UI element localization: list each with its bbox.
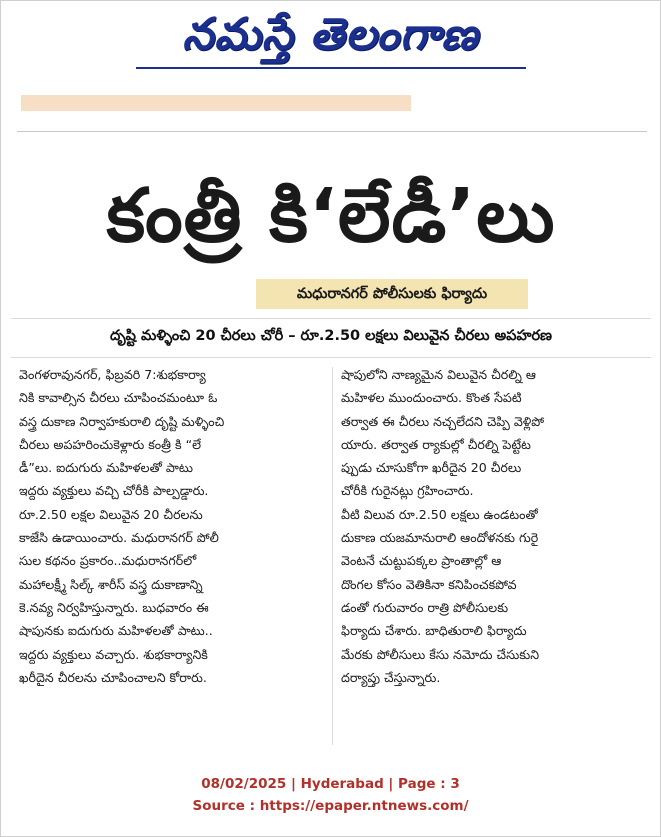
article-text-line: వెంగళరావునగర్, ఫిబ్రవరి 7:శుభకార్యా [19,367,206,382]
article-text-line: ఫిర్యాదు చేశారు. బాధితురాలి ఫిర్యాదు [341,623,527,639]
divider [11,357,651,358]
clipping-date-page: 08/02/2025 | Hyderabad | Page : 3 [201,776,460,792]
article-text-line: దొంగల కోసం వెతికినా కనిపించకపోవ [341,576,517,592]
article-text-line: డీ”లు. ఐదుగురు మహిళలతో పాటు [19,460,193,476]
article-text-line: చీరలు అపహరించుకెళ్లారు కంత్రీ కి “లే [19,436,202,452]
divider [11,318,651,319]
article-text-line: యారు. తర్వాత ర్యాకుల్లో చీరల్ని పెట్టేట [341,436,531,452]
article-text-line: వెంటనే చుట్టుపక్కల ప్రాంతాల్లో ఆ [341,553,502,569]
column-divider [332,367,333,745]
article-text-line: ఇద్దరు వ్యక్తులు వచ్చారు. శుభకార్యానికి [19,646,208,662]
article-text-line: షాపునకు ఐదుగురు మహిళలతో పాటు.. [19,623,213,639]
article-text-line: మేరకు పోలీసులు కేసు నమోదు చేసుకుని [341,646,540,662]
cropped-banner-strip [21,95,411,111]
logo-underline [136,67,526,69]
masthead [1,1,660,81]
article-text-line: ప్పుడు చూసుకోగా ఖరీదైన 20 చీరలు [341,460,522,476]
article-headline: కంత్రీ కి‘లేడీ’లు [106,173,556,259]
article-text-line: మహాలక్ష్మీ సిల్క్ శారీస్ వస్త్ర దుకాణాన్ని [19,576,203,592]
article-text-line: దుకాణ యజమానురాలి ఆందోళనకు గురై [341,530,539,546]
article-subheadline: దృష్టి మళ్ళించి 20 చీరలు చోరీ – రూ.2.50 లక్షలు విలువైన చీరలు అపహరణ [109,328,553,344]
newspaper-logo: నమస్తే తెలంగాణ [182,9,479,60]
article-kicker: మధురానగర్ పోలీసులకు ఫిర్యాదు [256,279,528,309]
article-text-line: సుల కథనం ప్రకారం..మధురానగర్‌లో [19,553,197,569]
article-text-line: వీటి విలువ రూ.2.50 లక్షలు ఉండటంతో [341,506,538,522]
article-text-line: చోరీకి గురైనట్లు గ్రహించారు. [341,483,474,499]
article-text-line: ఖరీదైన చీరలను చూపించాలని కోరారు. [19,669,207,685]
article-text-line: దర్యాప్తు చేస్తున్నారు. [341,669,441,685]
article-column-right [341,363,649,748]
article-text-line: మహిళల ముందుంచారు. కొంత సేపటి [341,390,522,406]
article-column-left [19,363,327,748]
masthead-divider [17,131,647,132]
article-text-line: ఇద్దరు వ్యక్తులు వచ్చి చోరీకి పాల్పడ్డారు. [19,483,209,499]
article-text-line: కె.నవ్య నిర్వహిస్తున్నారు. బుధవారం ఈ [19,599,209,615]
article-text-line: రూ.2.50 లక్షల విలువైన 20 చీరలను [19,506,203,522]
clipping-source-link[interactable]: Source : https://epaper.ntnews.com/ [192,798,469,814]
article-text-line: తర్వాత ఈ చీరలు నచ్చలేదని చెప్పి వెళ్లిపో [341,413,545,429]
cropped-text-fragment [431,93,651,107]
article-text-line: కాజేసి ఉడాయించారు. మధురానగర్ పోలీ [19,530,219,546]
article-text-line: వస్త్ర దుకాణ నిర్వాహకురాలి దృష్టి మళ్ళించి [19,413,225,429]
article-text-line: నికి కావాల్సిన చీరలు చూపించమంటూ ఓ [19,390,218,406]
article-text-line: షాపులోని నాణ్యమైన విలువైన చీరల్ని ఆ [341,367,536,382]
article-text-line: డంతో గురువారం రాత్రి పోలీసులకు [341,599,509,615]
